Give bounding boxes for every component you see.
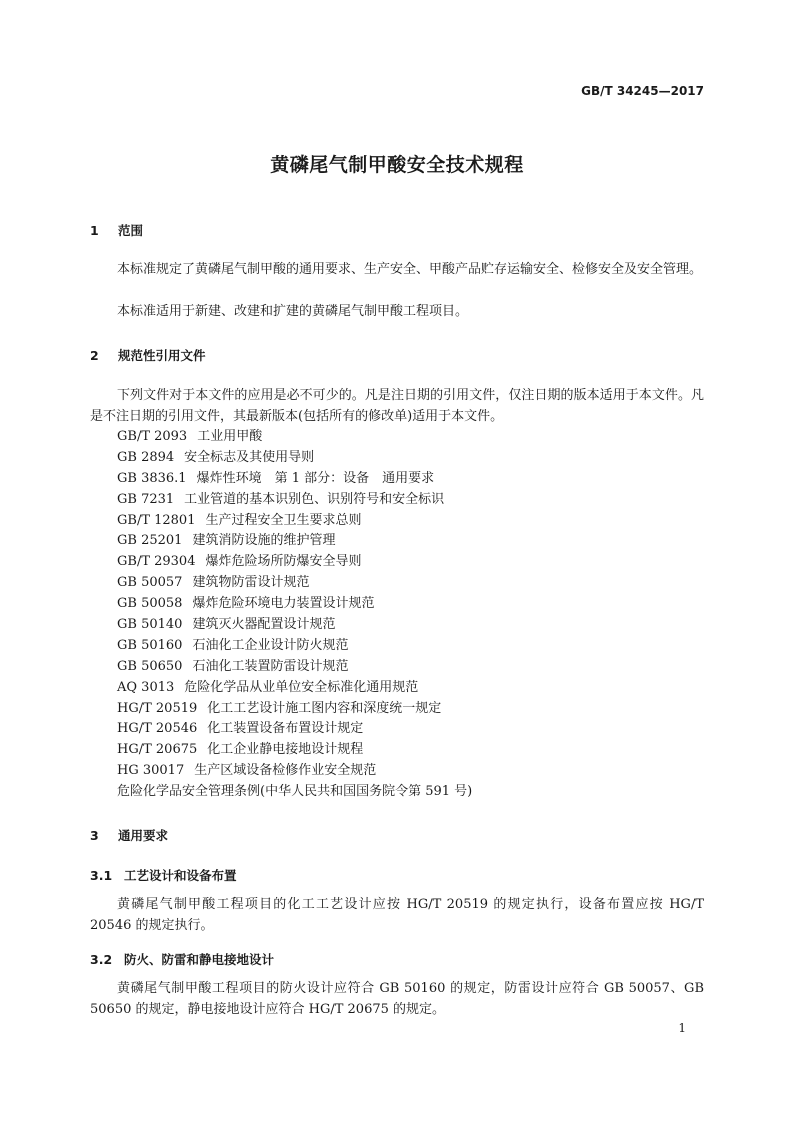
reference-title: 生产过程安全卫生要求总则 — [205, 512, 362, 528]
reference-title: 建筑灭火器配置设计规范 — [192, 617, 336, 633]
page-number: 1 — [678, 1021, 686, 1035]
scope-paragraph-1: 本标准规定了黄磷尾气制甲酸的通用要求、生产安全、甲酸产品贮存运输安全、检修安全及安全管理。 — [117, 262, 703, 277]
references-intro: 下列文件对于本文件的应用是必不可少的。凡是注日期的引用文件，仅注日期的版本适用于本文件。凡是不注日期的引用文件，其最新版本(包括所有的修改单)适用于本文件。 — [90, 388, 704, 424]
reference-code: AQ 3013 — [117, 679, 175, 695]
reference-item — [117, 782, 472, 803]
section-1-heading — [90, 221, 143, 239]
reference-title: 建筑物防雷设计规范 — [192, 575, 310, 591]
section-2-heading — [90, 346, 206, 364]
reference-title: 爆炸性环境 第 1 部分：设备 通用要求 — [196, 470, 435, 486]
reference-code: GB 50140 — [117, 617, 183, 633]
reference-item — [117, 594, 472, 615]
subsection-3-2-heading — [90, 950, 274, 968]
section-3-heading — [90, 826, 168, 844]
reference-title: 工业用甲酸 — [197, 429, 263, 444]
reference-code: GB 7231 — [117, 491, 175, 507]
reference-item — [117, 678, 472, 699]
reference-item — [117, 552, 472, 573]
scope-paragraph-2: 本标准适用于新建、改建和扩建的黄磷尾气制甲酸工程项目。 — [117, 304, 469, 319]
reference-title: 工业管道的基本识别色、识别符号和安全标识 — [184, 491, 445, 507]
reference-code: GB 50058 — [117, 596, 183, 612]
subsection-title: 防火、防雷和静电接地设计 — [124, 952, 275, 967]
reference-item — [117, 511, 472, 532]
reference-code: GB/T 12801 — [117, 512, 196, 528]
subsection-number: 3.2 — [90, 952, 113, 967]
reference-title: 危险化学品安全管理条例(中华人民共和国国务院令第 591 号) — [117, 784, 473, 800]
reference-code: GB 25201 — [117, 533, 183, 549]
reference-list — [117, 427, 472, 803]
subsection-title: 工艺设计和设备布置 — [124, 868, 237, 883]
subsection-3-1-text: 黄磷尾气制甲酸工程项目的化工工艺设计应按 HG/T 20519 的规定执行，设备布置应按 HG/T 20546 的规定执行。 — [90, 897, 704, 933]
reference-title: 化工企业静电接地设计规程 — [207, 742, 364, 758]
reference-title: 石油化工企业设计防火规范 — [192, 637, 349, 653]
reference-title: 建筑消防设施的维护管理 — [192, 533, 336, 549]
document-title: 黄磷尾气制甲酸安全技术规程 — [270, 154, 524, 176]
reference-item — [117, 761, 472, 782]
reference-code: GB 2894 — [117, 449, 175, 465]
reference-item — [117, 427, 472, 448]
reference-code: GB/T 29304 — [117, 554, 196, 570]
reference-code: HG/T 20675 — [117, 742, 198, 758]
reference-title: 化工工艺设计施工图内容和深度统一规定 — [207, 700, 442, 716]
section-title: 通用要求 — [118, 828, 169, 843]
reference-code: GB/T 2093 — [117, 429, 188, 444]
reference-item — [117, 490, 472, 511]
subsection-3-1-heading — [90, 866, 237, 884]
standard-number: GB/T 34245—2017 — [581, 84, 704, 98]
section-number: 2 — [90, 348, 99, 363]
section-title: 范围 — [118, 223, 144, 238]
reference-item — [117, 573, 472, 594]
reference-item — [117, 740, 472, 761]
reference-code: HG 30017 — [117, 763, 185, 779]
reference-item — [117, 448, 472, 469]
reference-title: 爆炸危险场所防爆安全导则 — [205, 554, 362, 570]
reference-item — [117, 636, 472, 657]
reference-item — [117, 657, 472, 678]
reference-code: GB 50650 — [117, 658, 183, 674]
reference-code: GB 50057 — [117, 575, 183, 591]
subsection-number: 3.1 — [90, 868, 113, 883]
reference-item — [117, 699, 472, 720]
reference-title: 爆炸危险环境电力装置设计规范 — [192, 596, 375, 612]
section-title: 规范性引用文件 — [118, 348, 206, 363]
reference-code: GB 50160 — [117, 637, 183, 653]
subsection-3-2-text: 黄磷尾气制甲酸工程项目的防火设计应符合 GB 50160 的规定，防雷设计应符合 GB 50057、GB 50650 的规定，静电接地设计应符合 HG/T 20675 的规定。 — [90, 981, 704, 1017]
reference-title: 化工装置设备布置设计规定 — [207, 721, 364, 737]
reference-title: 危险化学品从业单位安全标准化通用规范 — [184, 679, 419, 695]
reference-code: GB 3836.1 — [117, 470, 187, 486]
section-number: 1 — [90, 223, 99, 238]
reference-item — [117, 531, 472, 552]
reference-item — [117, 469, 472, 490]
reference-title: 生产区域设备检修作业安全规范 — [194, 763, 377, 779]
reference-code: HG/T 20546 — [117, 721, 198, 737]
reference-title: 石油化工装置防雷设计规范 — [192, 658, 349, 674]
section-number: 3 — [90, 828, 99, 843]
reference-item — [117, 615, 472, 636]
reference-title: 安全标志及其使用导则 — [184, 449, 315, 465]
reference-item — [117, 719, 472, 740]
reference-code: HG/T 20519 — [117, 700, 198, 716]
